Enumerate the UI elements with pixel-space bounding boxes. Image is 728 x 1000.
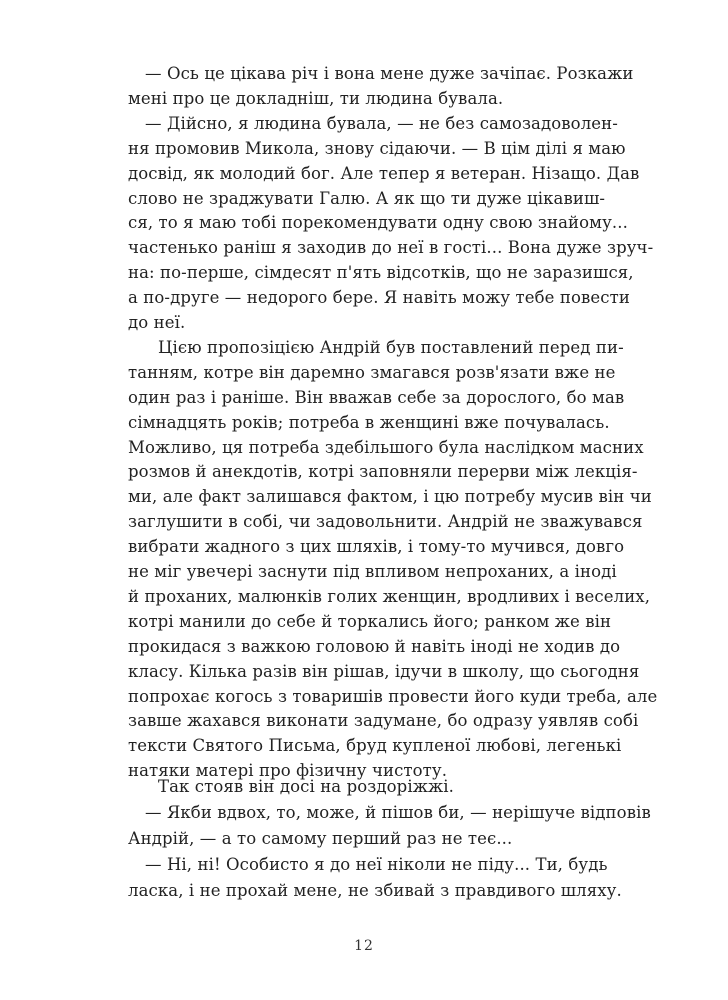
text-line: сімнадцять років; потреба в женщині вже почувалась.	[128, 412, 610, 432]
text-line: слово не зраджувати Галю. А як що ти дуже цікавиш-	[128, 188, 606, 208]
text-line: попрохає когось з товаришів провести його куди треба, але	[128, 686, 658, 706]
text-line: й проханих, малюнків голих женщин, вродливих і веселих,	[128, 586, 651, 606]
text-line: котрі манили до себе й торкались його; ранком же він	[128, 611, 612, 631]
text-line: один раз і раніше. Він вважав себе за дорослого, бо мав	[128, 387, 625, 407]
text-line: вибрати жадного з цих шляхів, і тому-то мучився, довго	[128, 537, 625, 557]
page-number: 12	[354, 938, 374, 954]
text-line: — Ні, ні! Особисто я до неї ніколи не піду... Ти, будь	[145, 855, 608, 874]
text-line: ся, то я маю тобі порекомендувати одну свою знайому...	[128, 213, 628, 233]
text-line: мені про це докладніш, ти людина бувала.	[128, 88, 504, 108]
text-line: — Дійсно, я людина бувала, — не без самозадоволен-	[145, 113, 618, 133]
text-line: натяки матері про фізичну чистоту.	[128, 761, 448, 781]
text-line: Цією пропозіцією Андрій був поставлений перед пи-	[158, 337, 624, 357]
text-line: заглушити в собі, чи задовольнити. Андрій не зважувався	[128, 512, 643, 532]
text-line: Так стояв він досі на роздоріжжі.	[158, 777, 454, 796]
text-line: не міг увечері заснути під впливом непроханих, а іноді	[128, 562, 617, 581]
text-line: ми, але факт залишався фактом, і цю потребу мусив він чи	[128, 487, 652, 507]
text-line: розмов й анекдотів, котрі заповняли перерви між лекція-	[128, 462, 638, 482]
text-line: — Якби вдвох, то, може, й пішов би, — нерішуче відповів	[145, 803, 651, 822]
text-line: прокидася з важкою головою й навіть іноді не ходив до	[128, 636, 621, 656]
text-line: досвід, як молодий бог. Але тепер я ветеран. Нізащо. Дав	[128, 163, 640, 183]
text-line: завше жахався виконати задумане, бо одразу уявляв собі	[128, 711, 639, 731]
text-line: тексти Святого Письма, бруд купленої любові, легенькі	[128, 736, 622, 756]
text-line: класу. Кілька разів він рішав, ідучи в школу, що сьогодня	[128, 661, 640, 681]
text-line: частенько раніш я заходив до неї в гості... Вона дуже зруч-	[128, 238, 654, 258]
text-line: на: по-перше, сімдесят п'ять відсотків, що не заразишся,	[128, 263, 634, 283]
text-line: ня промовив Микола, знову сідаючи. — В цім ділі я маю	[128, 138, 626, 158]
text-line: — Ось це цікава річ і вона мене дуже зачіпає. Розкажи	[145, 64, 634, 83]
text-line: а по-друге — недорого бере. Я навіть можу тебе повести	[128, 288, 630, 308]
text-line: до неї.	[128, 313, 186, 332]
text-line: ласка, і не прохай мене, не збивай з правдивого шляху.	[128, 881, 622, 900]
text-line: танням, котре він даремно змагався розв'язати вже не	[128, 362, 616, 382]
text-line: Андрій, — а то самому перший раз не теє...	[128, 829, 513, 848]
text-line: Можливо, ця потреба здебільшого була наслідком масних	[128, 437, 644, 457]
